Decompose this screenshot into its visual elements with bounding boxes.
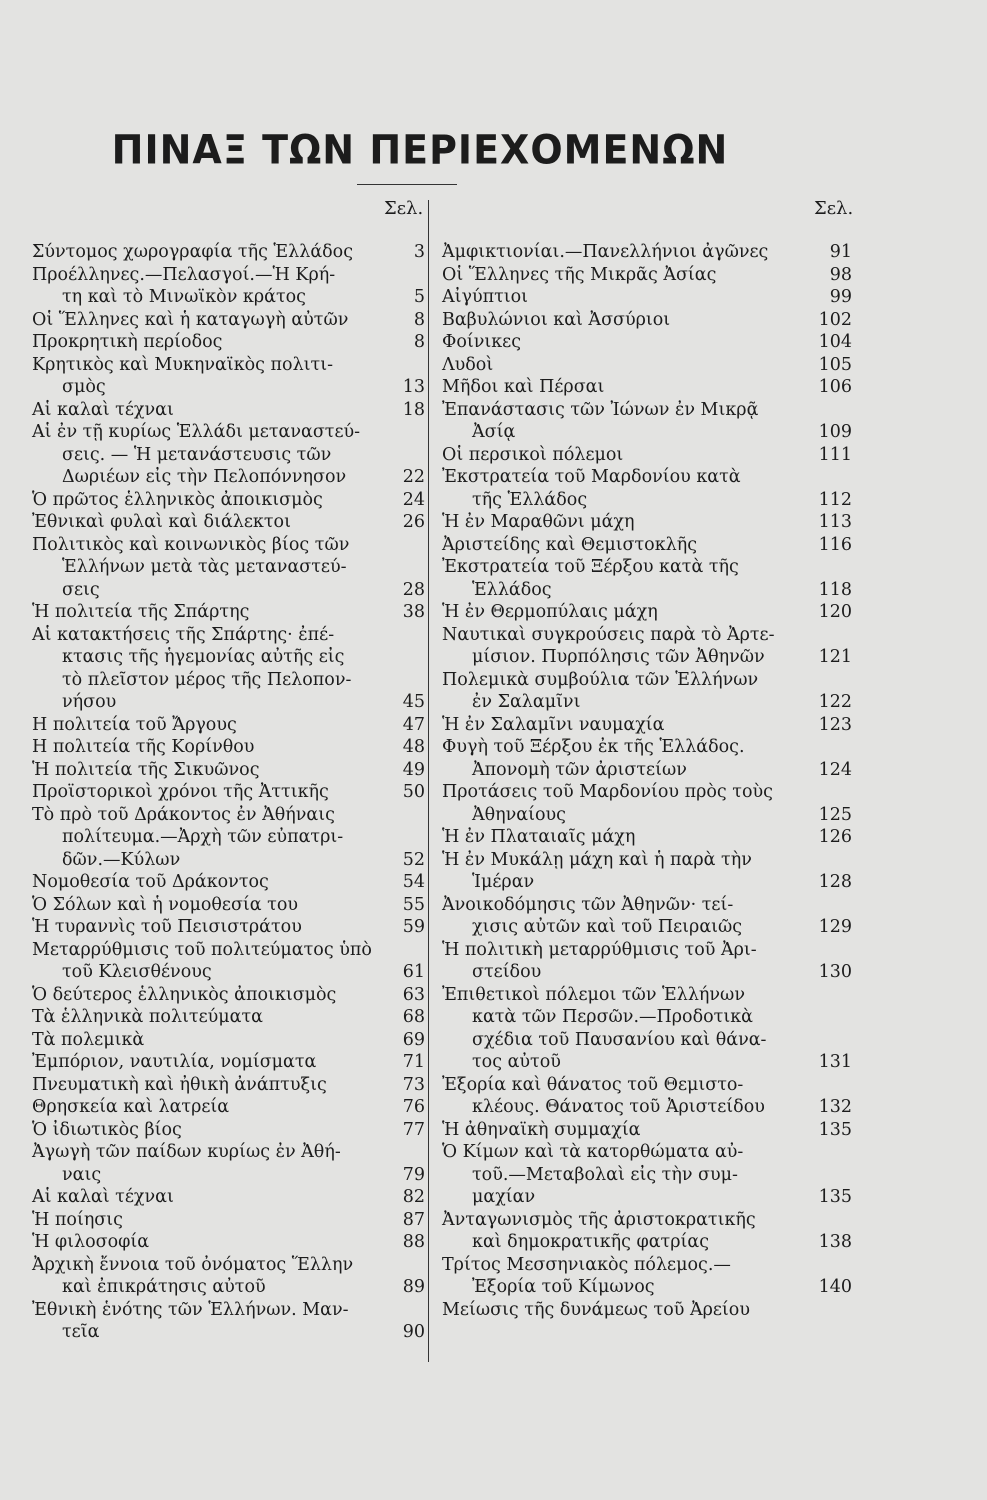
toc-entry: [32, 579, 428, 602]
page-title: ΠΙΝΑΞ ΤΩΝ ΠΕΡΙΕΧΟΜΕΝΩΝ: [111, 126, 729, 174]
toc-entry: [32, 1119, 428, 1142]
toc-entry: [32, 444, 428, 467]
toc-entry-title: Ἀσίᾳ: [472, 422, 516, 442]
toc-entry: [32, 984, 428, 1007]
toc-entry: [32, 421, 428, 444]
toc-entry: [32, 511, 428, 534]
toc-entry: [32, 534, 428, 557]
toc-entry: [32, 871, 428, 894]
toc-entry-page: 125: [818, 804, 852, 825]
toc-entry: [442, 1029, 852, 1052]
toc-entry-title: Ναυτικαὶ συγκρούσεις παρὰ τὸ Ἀρτε-: [442, 624, 775, 645]
toc-entry-title: τῆς Ἑλλάδος: [472, 489, 588, 510]
toc-entry-page: 135: [818, 1119, 852, 1140]
toc-entry-page: 138: [818, 1232, 852, 1252]
toc-entry-page: 126: [818, 827, 852, 847]
toc-entry-page: 63: [402, 984, 425, 1005]
toc-entry-page: 132: [818, 1097, 852, 1117]
toc-entry-title: μαχίαν: [472, 1187, 536, 1207]
toc-entry: [442, 826, 852, 849]
toc-entry: [442, 376, 852, 399]
toc-entry: [442, 444, 852, 467]
toc-entry-title: Προτάσεις τοῦ Μαρδονίου πρὸς τοὺς: [442, 782, 773, 802]
toc-entry: [32, 1051, 428, 1074]
toc-entry-title: τεῖα: [62, 1322, 100, 1342]
toc-entry-title: τὸ πλεῖστον μέρος τῆς Πελοπον-: [62, 669, 352, 690]
toc-entry: [32, 714, 428, 737]
toc-entry: [442, 1141, 852, 1164]
toc-entry-page: 52: [402, 849, 425, 870]
toc-entry: [442, 961, 852, 984]
toc-entry-page: 106: [818, 377, 852, 397]
toc-entry: [442, 691, 852, 714]
toc-entry-title: κατὰ τῶν Περσῶν.—Προδοτικὰ: [472, 1007, 753, 1027]
title-rule: [357, 184, 457, 185]
toc-entry: [442, 669, 852, 692]
toc-entry-page: 54: [402, 872, 425, 892]
toc-entry-page: 122: [818, 692, 852, 712]
toc-entry: [32, 1299, 428, 1322]
toc-entry-title: Φυγὴ τοῦ Ξέρξου ἐκ τῆς Ἑλλάδος.: [442, 737, 745, 757]
toc-entry: [32, 804, 428, 827]
toc-entry-title: Ἑλλήνων μετὰ τὰς μεταναστεύ-: [62, 557, 347, 577]
toc-entry: [32, 1096, 428, 1119]
toc-entry-page: 104: [818, 332, 852, 352]
toc-entry-title: Ἀπονομὴ τῶν ἀριστείων: [472, 759, 687, 780]
toc-entry-title: Οἱ Ἕλληνες καὶ ἡ καταγωγὴ αὐτῶν: [32, 309, 349, 330]
toc-entry-title: κλέους. Θάνατος τοῦ Ἀριστείδου: [472, 1097, 765, 1117]
toc-entry-page: 18: [402, 399, 425, 420]
toc-entry: [32, 624, 428, 647]
toc-entry-title: κτασις τῆς ἡγεμονίας αὐτῆς εἰς: [62, 647, 345, 667]
toc-entry-page: 116: [818, 534, 852, 555]
toc-entry: [32, 1231, 428, 1254]
toc-entry: [32, 939, 428, 962]
toc-entry: [442, 646, 852, 669]
toc-entry: [442, 1254, 852, 1277]
toc-entry: [442, 331, 852, 354]
toc-entry-title: Τὰ πολεμικὰ: [32, 1029, 145, 1050]
toc-entry-title: Ἐκστρατεία τοῦ Ξέρξου κατὰ τῆς: [442, 557, 739, 577]
toc-entry-title: Σύντομος χωρογραφία τῆς Ἑλλάδος: [32, 242, 354, 262]
toc-entry-title: Ἀρχικὴ ἔννοια τοῦ ὀνόματος Ἕλλην: [32, 1254, 354, 1275]
toc-entry-title: Αἰγύπτιοι: [442, 287, 529, 307]
toc-entry: [442, 714, 852, 737]
toc-entry: [32, 286, 428, 309]
toc-entry-title: Ἡ πολιτεία τῆς Σικυῶνος: [32, 759, 260, 780]
toc-entry-title: Τρίτος Μεσσηνιακὸς πόλεμος.—: [442, 1254, 731, 1275]
toc-entry-page: 3: [413, 242, 425, 262]
toc-entry-page: 61: [402, 962, 425, 982]
toc-entry-page: 135: [818, 1187, 852, 1207]
toc-entry-page: 49: [402, 759, 425, 780]
toc-entry-page: 91: [829, 242, 852, 262]
toc-entry: [32, 691, 428, 714]
toc-entry-title: Ἡ φιλοσοφία: [32, 1232, 150, 1252]
toc-entry: [442, 1119, 852, 1142]
toc-entry-title: Φοίνικες: [442, 332, 522, 352]
left-page-column-header: Σελ.: [384, 198, 424, 219]
toc-entry-title: Αἱ καλαὶ τέχναι: [32, 399, 174, 420]
toc-entry-page: 131: [818, 1052, 852, 1072]
toc-entry-title: σμὸς: [62, 377, 106, 397]
toc-entry-page: 71: [402, 1052, 425, 1072]
toc-entry: [32, 1209, 428, 1232]
toc-entry: [442, 354, 852, 377]
toc-entry-title: τη καὶ τὸ Μινωϊκὸν κράτος: [62, 287, 306, 307]
toc-entry: [32, 264, 428, 287]
toc-entry-title: Ἐκστρατεία τοῦ Μαρδονίου κατὰ: [442, 467, 741, 487]
toc-entry-page: 26: [402, 512, 425, 532]
toc-entry: [442, 871, 852, 894]
toc-entry-title: Ὁ πρῶτος ἑλληνικὸς ἀποικισμὸς: [32, 489, 323, 510]
toc-entry: [442, 1164, 852, 1187]
toc-entry-page: 124: [818, 759, 852, 780]
toc-entry: [442, 1231, 852, 1254]
toc-entry-title: Δωριέων εἰς τὴν Πελοπόννησον: [62, 467, 347, 487]
toc-entry-title: νήσου: [62, 692, 117, 712]
toc-entry: [32, 241, 428, 264]
toc-entry-title: Ἐξορία καὶ θάνατος τοῦ Θεμιστο-: [442, 1074, 744, 1095]
toc-entry-title: Ἡ ποίησις: [32, 1209, 123, 1230]
toc-entry-page: 47: [402, 714, 425, 735]
toc-entry: [32, 669, 428, 692]
toc-entry-page: 102: [818, 309, 852, 330]
toc-entry-title: Τὸ πρὸ τοῦ Δράκοντος ἐν Ἀθήναις: [32, 804, 335, 825]
right-page-column-header: Σελ.: [814, 198, 854, 219]
toc-entry-title: Ἐθνικαὶ φυλαὶ καὶ διάλεκτοι: [32, 512, 291, 532]
toc-entry-title: Η πολιτεία τοῦ Ἄργους: [32, 714, 237, 735]
toc-entry-page: 8: [413, 332, 425, 352]
toc-entry: [32, 961, 428, 984]
toc-entry-title: Ὁ Σόλων καὶ ἡ νομοθεσία του: [32, 894, 299, 915]
toc-entry-title: Ἀνοικοδόμησις τῶν Ἀθηνῶν· τεί-: [442, 894, 734, 915]
toc-entry: [442, 421, 852, 444]
toc-entry: [442, 309, 852, 332]
toc-entry-page: 69: [402, 1029, 425, 1050]
toc-entry-page: 130: [818, 962, 852, 982]
toc-entry: [442, 1006, 852, 1029]
toc-entry: [32, 916, 428, 939]
toc-entry: [32, 849, 428, 872]
toc-entry-page: 48: [402, 737, 425, 757]
toc-entry-title: Προκρητικὴ περίοδος: [32, 332, 223, 352]
toc-entry-title: Ἡ ἐν Μαραθῶνι μάχη: [442, 512, 635, 532]
toc-entry: [442, 399, 852, 422]
toc-entry-title: καὶ ἐπικράτησις αὐτοῦ: [62, 1277, 266, 1297]
toc-entry-page: 45: [402, 692, 425, 712]
toc-entry: [32, 354, 428, 377]
toc-entry-page: 50: [402, 782, 425, 802]
toc-entry-page: 129: [818, 917, 852, 937]
toc-entry-page: 99: [829, 287, 852, 307]
toc-entry: [442, 916, 852, 939]
toc-entry: [442, 286, 852, 309]
toc-entry-page: 76: [402, 1097, 425, 1117]
toc-entry: [442, 1299, 852, 1322]
toc-entry-title: Ἑλλάδος: [472, 579, 552, 600]
toc-entry-title: Οἱ περσικοὶ πόλεμοι: [442, 444, 624, 465]
right-toc-column: [442, 241, 852, 1321]
toc-entry: [32, 1006, 428, 1029]
toc-entry-title: Οἱ Ἕλληνες τῆς Μικρᾶς Ἀσίας: [442, 264, 717, 285]
toc-entry-title: Ἐμπόριον, ναυτιλία, νομίσματα: [32, 1052, 317, 1072]
toc-entry: [442, 489, 852, 512]
toc-entry: [442, 241, 852, 264]
toc-entry: [32, 1276, 428, 1299]
toc-entry-title: Τὰ ἑλληνικὰ πολιτεύματα: [32, 1007, 263, 1027]
toc-entry-title: δῶν.—Κύλων: [62, 849, 181, 870]
toc-entry: [32, 309, 428, 332]
toc-entry: [32, 646, 428, 669]
toc-entry-page: 38: [402, 602, 425, 622]
toc-entry: [32, 489, 428, 512]
toc-entry-page: 109: [818, 422, 852, 442]
toc-entry-title: χισις αὐτῶν καὶ τοῦ Πειραιῶς: [472, 917, 743, 937]
toc-entry-title: Ἀμφικτιονίαι.—Πανελλήνιοι ἀγῶνες: [442, 242, 769, 262]
toc-entry: [442, 624, 852, 647]
toc-entry-title: σεις: [62, 579, 100, 600]
toc-entry-page: 120: [818, 602, 852, 622]
toc-entry-title: Ἡ ἐν Πλαταιαῖς μάχη: [442, 827, 636, 847]
toc-entry-title: Αἱ κατακτήσεις τῆς Σπάρτης· ἐπέ-: [32, 624, 335, 645]
toc-entry-title: Ὁ Κίμων καὶ τὰ κατορθώματα αὐ-: [442, 1142, 744, 1162]
toc-entry-page: 90: [402, 1322, 425, 1342]
toc-entry-title: τοῦ Κλεισθένους: [62, 962, 212, 982]
toc-entry-title: Νομοθεσία τοῦ Δράκοντος: [32, 872, 269, 892]
toc-entry-page: 89: [402, 1277, 425, 1297]
toc-entry-page: 88: [402, 1232, 425, 1252]
toc-entry: [442, 264, 852, 287]
toc-entry: [32, 1254, 428, 1277]
toc-entry-page: 87: [402, 1209, 425, 1230]
toc-entry: [32, 781, 428, 804]
toc-entry: [442, 1276, 852, 1299]
toc-entry: [442, 556, 852, 579]
toc-entry-page: 140: [818, 1277, 852, 1297]
toc-entry-page: 55: [402, 894, 425, 915]
toc-entry-page: 73: [402, 1074, 425, 1095]
toc-entry-title: Αἱ ἐν τῇ κυρίως Ἑλλάδι μεταναστεύ-: [32, 422, 361, 442]
toc-entry-title: Η πολιτεία τῆς Κορίνθου: [32, 737, 255, 757]
toc-entry: [32, 1321, 428, 1344]
toc-entry-title: Ἡ ἐν Σαλαμῖνι ναυμαχία: [442, 714, 665, 735]
toc-entry: [442, 466, 852, 489]
left-toc-column: [32, 241, 428, 1344]
toc-entry-title: Ἡ πολιτικὴ μεταρρύθμισις τοῦ Ἀρι-: [442, 939, 757, 960]
toc-entry: [442, 984, 852, 1007]
toc-entry-title: πολίτευμα.—Ἀρχὴ τῶν εὐπατρι-: [62, 827, 344, 847]
column-divider: [428, 200, 429, 1362]
toc-entry: [442, 1051, 852, 1074]
toc-entry-page: 13: [402, 377, 425, 397]
toc-entry-title: μίσιον. Πυρπόλησις τῶν Ἀθηνῶν: [472, 647, 765, 667]
toc-entry-title: Ἡ ἐν Μυκάλῃ μάχη καὶ ἡ παρὰ τὴν: [442, 849, 752, 870]
toc-entry-title: σεις. — Ἡ μετανάστευσις τῶν: [62, 444, 332, 465]
toc-entry: [32, 1186, 428, 1209]
toc-entry: [442, 894, 852, 917]
toc-entry: [32, 1029, 428, 1052]
toc-entry-title: Ἱμέραν: [472, 872, 535, 892]
toc-entry-page: 111: [818, 444, 852, 465]
toc-entry-title: ναις: [62, 1164, 102, 1185]
toc-entry: [32, 736, 428, 759]
toc-entry-title: Πολεμικὰ συμβούλια τῶν Ἑλλήνων: [442, 669, 759, 690]
toc-entry: [442, 849, 852, 872]
toc-entry: [442, 511, 852, 534]
toc-entry-title: Προϊστορικοὶ χρόνοι τῆς Ἀττικῆς: [32, 782, 329, 802]
toc-entry-page: 105: [818, 354, 852, 375]
toc-entry: [442, 579, 852, 602]
toc-entry-page: 121: [818, 647, 852, 667]
toc-entry: [442, 534, 852, 557]
toc-entry: [32, 1164, 428, 1187]
toc-entry-title: Ἡ ἐν Θερμοπύλαις μάχη: [442, 602, 658, 622]
toc-entry-title: Ἀνταγωνισμὸς τῆς ἀριστοκρατικῆς: [442, 1209, 756, 1230]
toc-entry-page: 113: [818, 512, 852, 532]
toc-entry-title: Ἐθνικὴ ἑνότης τῶν Ἑλλήνων. Μαν-: [32, 1299, 349, 1320]
toc-entry: [442, 601, 852, 624]
toc-entry-page: 24: [402, 489, 425, 510]
toc-entry-title: Ἐπιθετικοὶ πόλεμοι τῶν Ἑλλήνων: [442, 984, 745, 1005]
toc-entry-title: Ἐξορία τοῦ Κίμωνος: [472, 1277, 655, 1297]
toc-entry-page: 59: [402, 917, 425, 937]
toc-entry: [32, 556, 428, 579]
toc-entry-page: 79: [402, 1164, 425, 1185]
toc-entry-title: Κρητικὸς καὶ Μυκηναϊκὸς πολιτι-: [32, 354, 333, 375]
toc-entry-page: 68: [402, 1007, 425, 1027]
toc-entry-title: σχέδια τοῦ Παυσανίου καὶ θάνα-: [472, 1029, 767, 1050]
toc-entry-title: Ἡ τυραννὶς τοῦ Πεισιστράτου: [32, 917, 302, 937]
toc-entry: [442, 781, 852, 804]
toc-entry-title: Πνευματικὴ καὶ ἠθικὴ ἀνάπτυξις: [32, 1074, 327, 1095]
toc-entry-title: Ἡ ἀθηναϊκὴ συμμαχία: [442, 1119, 641, 1140]
toc-entry-title: τος αὐτοῦ: [472, 1052, 561, 1072]
toc-entry-page: 98: [829, 264, 852, 285]
toc-entry-page: 5: [413, 287, 425, 307]
toc-entry-page: 22: [402, 467, 425, 487]
toc-entry-title: Ὁ δεύτερος ἑλληνικὸς ἀποικισμὸς: [32, 984, 337, 1005]
toc-entry-page: 112: [818, 489, 852, 510]
toc-entry: [32, 826, 428, 849]
toc-entry-page: 82: [402, 1187, 425, 1207]
toc-entry-title: Ὁ ἰδιωτικὸς βίος: [32, 1119, 182, 1140]
toc-entry-page: 28: [402, 579, 425, 600]
toc-entry-title: Βαβυλώνιοι καὶ Ἀσσύριοι: [442, 309, 671, 330]
toc-entry: [32, 1141, 428, 1164]
toc-entry: [442, 1209, 852, 1232]
toc-entry: [442, 1096, 852, 1119]
toc-entry-title: Πολιτικὸς καὶ κοινωνικὸς βίος τῶν: [32, 534, 350, 555]
toc-entry-page: 8: [413, 309, 425, 330]
toc-entry-title: καὶ δημοκρατικῆς φατρίας: [472, 1232, 710, 1252]
toc-entry: [442, 1074, 852, 1097]
toc-entry-title: Αἱ καλαὶ τέχναι: [32, 1187, 174, 1207]
toc-entry: [32, 331, 428, 354]
toc-entry-title: ἐν Σαλαμῖνι: [472, 692, 581, 712]
toc-entry-title: Λυδοὶ: [442, 354, 494, 375]
toc-entry: [442, 759, 852, 782]
toc-entry: [442, 736, 852, 759]
toc-entry: [32, 894, 428, 917]
toc-entry: [32, 399, 428, 422]
toc-entry-title: Θρησκεία καὶ λατρεία: [32, 1097, 230, 1117]
toc-entry-page: 123: [818, 714, 852, 735]
toc-entry: [32, 759, 428, 782]
toc-entry-title: Ἀθηναίους: [472, 804, 566, 825]
toc-entry-title: Ἡ πολιτεία τῆς Σπάρτης: [32, 602, 250, 622]
toc-entry-title: στείδου: [472, 962, 542, 982]
toc-entry: [32, 466, 428, 489]
toc-entry-title: Ἀριστείδης καὶ Θεμιστοκλῆς: [442, 534, 698, 555]
toc-entry: [32, 601, 428, 624]
toc-entry: [32, 1074, 428, 1097]
toc-entry-title: Μείωσις τῆς δυνάμεως τοῦ Ἀρείου: [442, 1299, 750, 1320]
toc-entry-title: Μῆδοι καὶ Πέρσαι: [442, 377, 605, 397]
toc-entry-page: 118: [818, 579, 852, 600]
toc-entry: [442, 1186, 852, 1209]
toc-entry: [32, 376, 428, 399]
toc-entry-title: Προέλληνες.—Πελασγοί.—Ἡ Κρή-: [32, 264, 336, 285]
toc-entry-title: τοῦ.—Μεταβολαὶ εἰς τὴν συμ-: [472, 1164, 738, 1185]
toc-entry-title: Ἀγωγὴ τῶν παίδων κυρίως ἐν Ἀθή-: [32, 1142, 341, 1162]
toc-entry-page: 128: [818, 872, 852, 892]
toc-entry-page: 77: [402, 1119, 425, 1140]
toc-entry-title: Μεταρρύθμισις τοῦ πολιτεύματος ὑπὸ: [32, 939, 372, 960]
toc-entry-title: Ἐπανάστασις τῶν Ἰώνων ἐν Μικρᾷ: [442, 399, 759, 420]
toc-entry: [442, 804, 852, 827]
toc-entry: [442, 939, 852, 962]
